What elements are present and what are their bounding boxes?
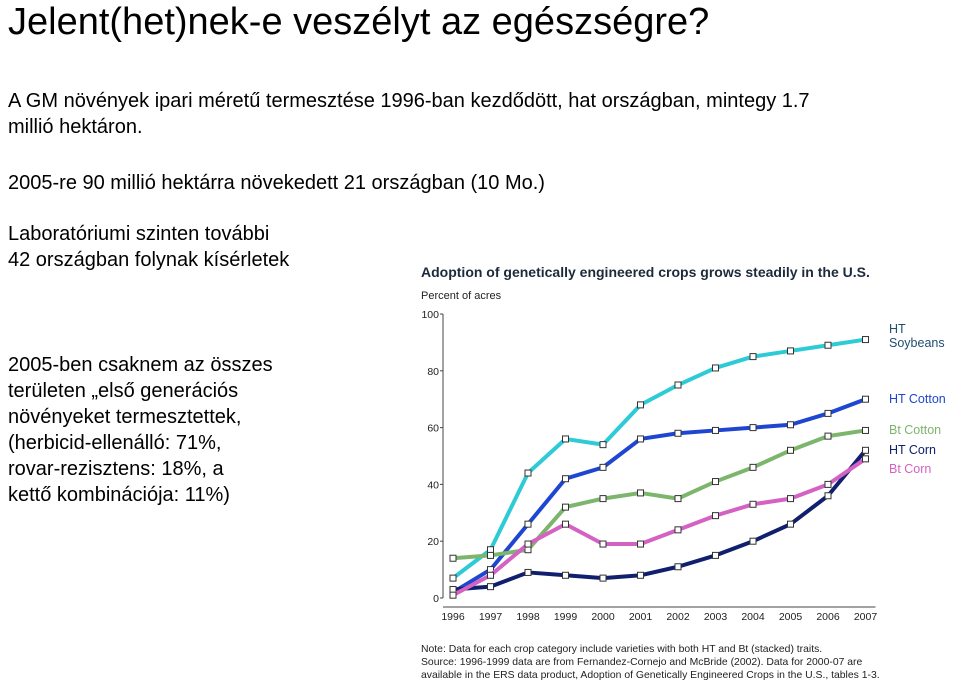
x-tick-label: 2001 xyxy=(628,611,653,623)
legend-label: HT Corn xyxy=(889,443,937,457)
text-line: területen „első generációs xyxy=(8,380,239,402)
data-point xyxy=(600,464,606,470)
data-point xyxy=(713,479,719,485)
paragraph-2005-growth: 2005-re 90 millió hektárra növekedett 21 országban (10 Mo.) xyxy=(8,172,545,194)
chart-y-axis-label: Percent of acres xyxy=(421,290,502,302)
data-point xyxy=(713,513,719,519)
data-point xyxy=(563,504,569,510)
legend-label: Bt Cotton xyxy=(889,423,942,437)
data-point xyxy=(825,493,831,499)
data-point xyxy=(863,447,869,453)
series-line xyxy=(453,459,866,595)
data-point xyxy=(563,572,569,578)
data-point xyxy=(863,427,869,433)
data-point xyxy=(525,470,531,476)
text-line: 2005-ben csaknem az összes xyxy=(8,354,273,376)
data-point xyxy=(863,456,869,462)
data-point xyxy=(600,575,606,581)
x-tick-label: 1996 xyxy=(441,611,465,623)
data-point xyxy=(638,490,644,496)
data-point xyxy=(713,552,719,558)
data-point xyxy=(525,541,531,547)
data-point xyxy=(488,584,494,590)
data-point xyxy=(675,382,681,388)
data-point xyxy=(788,422,794,428)
data-point xyxy=(825,433,831,439)
y-tick-label: 20 xyxy=(427,536,439,549)
slide-title: Jelent(het)nek-e veszélyt az egészségre? xyxy=(8,1,710,43)
y-tick-label: 40 xyxy=(427,479,439,492)
x-tick-label: 2000 xyxy=(591,611,615,623)
note-line: Note: Data for each crop category include varieties with both HT and Bt (stacked) traits. xyxy=(421,644,823,655)
text-line: növényeket termesztettek, xyxy=(8,406,242,428)
data-point xyxy=(600,442,606,448)
data-point xyxy=(488,552,494,558)
data-point xyxy=(525,569,531,575)
legend-label: Soybeans xyxy=(889,336,945,350)
data-point xyxy=(750,464,756,470)
data-point xyxy=(675,496,681,502)
data-point xyxy=(675,527,681,533)
x-tick-label: 1999 xyxy=(553,611,578,623)
note-line: Source: 1996-1999 data are from Fernandez-Cornejo and McBride (2002). Data for 2000-07 are xyxy=(421,657,863,668)
y-tick-label: 100 xyxy=(421,309,439,321)
x-tick-label: 2006 xyxy=(816,611,840,623)
data-point xyxy=(450,586,456,592)
x-tick-label: 2007 xyxy=(853,611,878,623)
data-point xyxy=(563,436,569,442)
note-line: available in the ERS data product, Adoption of Genetically Engineered Crops in the U.S., tables 1-3. xyxy=(421,670,880,681)
x-tick-label: 2003 xyxy=(703,611,728,623)
x-tick-label: 2002 xyxy=(666,611,690,623)
data-point xyxy=(825,410,831,416)
data-point xyxy=(750,538,756,544)
data-point xyxy=(863,396,869,402)
x-tick-label: 2004 xyxy=(741,611,765,623)
data-point xyxy=(788,348,794,354)
data-point xyxy=(825,481,831,487)
legend-label: Bt Corn xyxy=(889,462,932,476)
data-point xyxy=(450,592,456,598)
data-point xyxy=(638,572,644,578)
text-line: (herbicid-ellenálló: 71%, xyxy=(8,432,222,454)
text-line: kettő kombinációja: 11%) xyxy=(8,484,230,506)
x-tick-label: 1998 xyxy=(516,611,540,623)
paragraph-gm-start: A GM növények ipari méretű termesztése 1996-ban kezdődött, hat országban, mintegy 1.7 millió hektáron. xyxy=(8,90,810,138)
x-tick-label: 2005 xyxy=(778,611,803,623)
text-line: rovar-rezisztens: 18%, a xyxy=(8,458,224,480)
data-point xyxy=(863,337,869,343)
data-point xyxy=(675,564,681,570)
data-point xyxy=(525,521,531,527)
text-line: 42 országban folynak kísérletek xyxy=(8,249,290,271)
legend-label: HT Cotton xyxy=(889,392,946,406)
data-point xyxy=(563,476,569,482)
data-point xyxy=(450,575,456,581)
data-point xyxy=(600,496,606,502)
data-point xyxy=(750,425,756,431)
legend-label: HT xyxy=(889,322,906,336)
series-line xyxy=(453,450,866,589)
x-tick-label: 1997 xyxy=(478,611,503,623)
data-point xyxy=(638,402,644,408)
data-point xyxy=(600,541,606,547)
data-point xyxy=(488,572,494,578)
data-point xyxy=(638,541,644,547)
data-point xyxy=(750,354,756,360)
data-point xyxy=(788,496,794,502)
text-line: Laboratóriumi szinten további xyxy=(8,223,270,245)
data-point xyxy=(825,342,831,348)
data-point xyxy=(750,501,756,507)
data-point xyxy=(488,547,494,553)
y-tick-label: 80 xyxy=(427,365,439,378)
data-point xyxy=(788,521,794,527)
data-point xyxy=(638,436,644,442)
data-point xyxy=(563,521,569,527)
y-tick-label: 0 xyxy=(433,593,439,605)
data-point xyxy=(788,447,794,453)
chart-note xyxy=(421,643,880,682)
data-point xyxy=(675,430,681,436)
chart-title: Adoption of genetically engineered crops grows steadily in the U.S. xyxy=(421,264,870,280)
y-tick-label: 60 xyxy=(427,422,439,435)
data-point xyxy=(450,555,456,561)
data-point xyxy=(713,427,719,433)
data-point xyxy=(713,365,719,371)
